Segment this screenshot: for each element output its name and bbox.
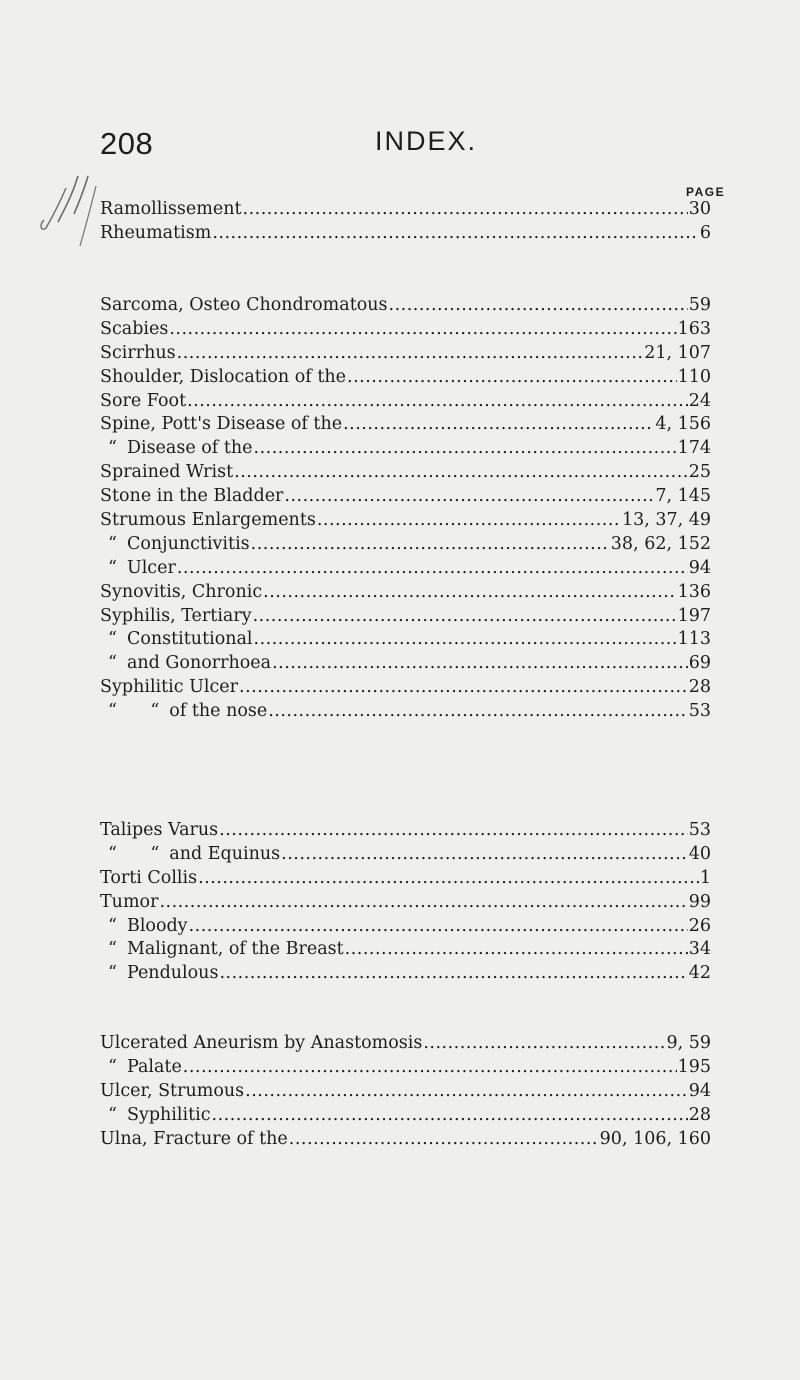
index-entry [100,485,711,509]
dot-leader [281,843,688,867]
entry-term: Bloody [126,915,188,936]
entry-pages: 195 [677,1056,711,1077]
entry-pages: 94 [688,557,711,578]
dot-leader [263,581,676,605]
dot-leader [189,915,688,939]
dot-leader [251,533,610,557]
index-entry [100,652,711,676]
entry-term: Disease of the [126,438,253,459]
index-entry [100,509,711,533]
ditto-mark: “ [108,629,117,650]
entry-term: Shoulder, Dislocation of the [100,366,346,387]
entry-term: and Gonorrhoea [126,653,272,674]
entry-term: Ramollissement [100,199,242,219]
entry-pages: 28 [688,677,711,698]
ditto-mark: “ [108,533,117,554]
dot-leader [245,1080,688,1104]
ditto-mark: “ [108,939,117,960]
entry-pages: 9, 59 [666,1033,711,1053]
dot-leader [254,628,677,652]
dot-leader [239,676,688,700]
ditto-mark: “ [108,915,117,936]
entry-term: Syphilitic [126,1104,211,1125]
index-entry [100,605,711,629]
index-entry [100,437,711,461]
index-section-t [100,819,711,986]
index-entry [100,1080,711,1104]
index-entry [100,318,711,342]
entry-pages: 30 [688,199,711,219]
dot-leader [219,962,687,986]
entry-term: Pendulous [126,963,219,984]
entry-pages: 90, 106, 160 [599,1128,711,1149]
index-entry [100,676,711,700]
entry-pages: 4, 156 [655,414,711,435]
ditto-mark: “ “ [108,843,160,864]
dot-leader [234,461,688,485]
index-entry [100,1128,711,1152]
entry-term: Torti Collis [100,867,198,888]
entry-term: Synovitis, Chronic [100,581,263,602]
dot-leader [212,1104,688,1128]
index-entry [100,222,711,246]
index-entry [100,198,711,222]
index-entry [100,1056,711,1080]
index-section-s [100,294,711,724]
entry-pages: 197 [677,605,711,626]
entry-term: Conjunctivitis [126,533,250,554]
dot-leader [243,198,688,222]
index-entry [100,1104,711,1128]
index-entry [100,867,711,891]
index-entry [100,557,711,581]
entry-pages: 21, 107 [644,342,711,363]
entry-pages: 40 [688,843,711,864]
entry-pages: 163 [677,318,711,339]
ditto-mark: “ “ [108,701,160,722]
dot-leader [289,1128,599,1152]
entry-term: of the nose [169,701,268,722]
page-column-label: PAGE [686,185,726,199]
entry-pages: 42 [688,963,711,984]
dot-leader [268,700,687,724]
index-entry [100,700,711,724]
entry-term: Syphilitic Ulcer [100,677,239,698]
entry-pages: 53 [688,701,711,722]
dot-leader [198,867,699,891]
entry-term: Spine, Pott's Disease of the [100,414,343,435]
ditto-mark: “ [108,963,117,984]
entry-pages: 26 [688,915,711,936]
entry-term: Strumous Enlargements [100,510,316,531]
ditto-mark: “ [108,653,117,674]
index-entry [100,843,711,867]
entry-pages: 6 [699,222,711,243]
dot-leader [183,1056,677,1080]
entry-pages: 110 [677,366,711,387]
entry-term: Palate [126,1056,182,1077]
ditto-mark: “ [108,438,117,459]
entry-pages: 24 [688,390,711,411]
entry-term: and Equinus [169,843,281,864]
dot-leader [212,222,699,246]
index-entry [100,413,711,437]
index-entry [100,915,711,939]
page-number: 208 [100,126,154,161]
entry-pages: 28 [688,1104,711,1125]
dot-leader [253,605,677,629]
ditto-mark: “ [108,557,117,578]
entry-term: Scabies [100,318,169,339]
index-entry [100,891,711,915]
index-entry [100,628,711,652]
dot-leader [177,342,644,366]
entry-pages: 34 [688,939,711,960]
entry-pages: 113 [677,629,711,650]
index-entry [100,1032,711,1056]
index-entry [100,938,711,962]
entry-term: Scirrhus [100,342,176,363]
index-entry [100,533,711,557]
entry-pages: 7, 145 [655,486,711,507]
dot-leader [389,294,688,318]
index-entry [100,294,711,318]
entry-term: Sore Foot [100,390,187,411]
dot-leader [423,1032,665,1056]
entry-pages: 25 [688,462,711,483]
ditto-mark: “ [108,1104,117,1125]
index-entry [100,342,711,366]
dot-leader [272,652,688,676]
dot-leader [177,557,688,581]
entry-pages: 59 [688,295,711,315]
entry-term: Stone in the Bladder [100,486,284,507]
index-section-r [100,198,711,246]
entry-term: Syphilis, Tertiary [100,605,252,626]
entry-pages: 13, 37, 49 [621,510,711,531]
dot-leader [187,390,688,414]
index-entry [100,962,711,986]
entry-pages: 136 [677,581,711,602]
index-entry [100,819,711,843]
dot-leader [317,509,621,533]
entry-term: Sarcoma, Osteo Chondromatous [100,295,388,315]
dot-leader [254,437,677,461]
entry-term: Malignant, of the Breast [126,939,344,960]
index-entry [100,390,711,414]
entry-pages: 1 [699,867,711,888]
entry-term: Tumor [100,891,159,912]
entry-term: Rheumatism [100,222,212,243]
entry-pages: 69 [688,653,711,674]
entry-term: Sprained Wrist [100,462,234,483]
index-entry [100,581,711,605]
dot-leader [343,413,654,437]
entry-term: Talipes Varus [100,820,219,840]
entry-pages: 53 [688,820,711,840]
dot-leader [347,366,677,390]
index-entry [100,366,711,390]
dot-leader [169,318,676,342]
entry-term: Ulcer, Strumous [100,1080,245,1101]
entry-term: Ulcer [126,557,176,578]
dot-leader [159,891,687,915]
entry-term: Constitutional [126,629,253,650]
ditto-mark: “ [108,1056,117,1077]
dot-leader [345,938,688,962]
entry-pages: 99 [688,891,711,912]
page-title: INDEX. [375,126,478,156]
entry-term: Ulcerated Aneurism by Anastomosis [100,1033,423,1053]
index-section-u [100,1032,711,1151]
entry-pages: 94 [688,1080,711,1101]
index-entry [100,461,711,485]
dot-leader [284,485,654,509]
entry-term: Ulna, Fracture of the [100,1128,288,1149]
dot-leader [219,819,688,843]
entry-pages: 38, 62, 152 [610,533,711,554]
entry-pages: 174 [677,438,711,459]
